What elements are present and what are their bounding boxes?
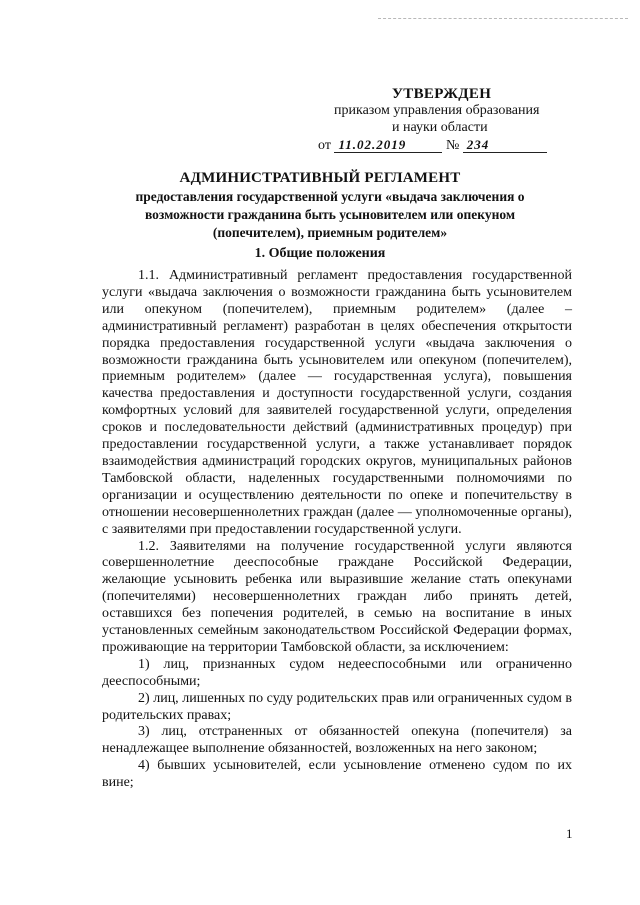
approved-by-line: приказом управления образования xyxy=(334,103,540,118)
list-item-2: 2) лиц, лишенных по суду родительских прав или ограниченных судом в родительских правах; xyxy=(102,690,572,723)
approved-by-line-2: и науки области xyxy=(392,120,488,135)
document-title: АДМИНИСТРАТИВНЫЙ РЕГЛАМЕНТ xyxy=(179,170,461,186)
date-prefix: от xyxy=(318,138,331,153)
number-prefix: № xyxy=(445,138,460,153)
paragraph-1-2: 1.2. Заявителями на получение государственной услуги являются совершеннолетние дееспособные граждане Российской Федерации, желающие усыновить ребенка или выразившие желание стать опекунами (попечителями) несовершеннолетних граждан либо принять детей, оставшихся без попечения родителей, в семью на воспитание в иных установленных семейным законодательством Российской Федерации формах, проживающие на территории Тамбовской области, за исключением: xyxy=(102,538,572,655)
paragraph-1-1: 1.1. Административный регламент предоставления государственной услуги «выдача заключения о возможности гражданина быть усыновителем или опекуном (попечителем), приемным родителем» (далее – административный регламент) разработан в целях обеспечения открытости порядка предоставления государственной услуги «выдача заключения о возможности гражданина быть усыновителем или опекуном (попечителем), приемным родителем» (далее — государственная услуга), повышения качества предоставления и доступности государственной услуги, создания комфортных условий для заявителей государственной услуги, определения сроков и последовательности действий (административных процедур) при предоставлении государственной услуги, а также устанавливает порядок взаимодействия администраций городских округов, муниципальных районов Тамбовской области, наделенных государственными полномочиями по организации и осуществлению деятельности по опеке и попечительству в отношении несовершеннолетних граждан (далее — уполномоченные органы), с заявителями при предоставлении государственной услуги. xyxy=(102,268,572,537)
section-heading: 1. Общие положения xyxy=(254,246,386,261)
approval-number: 234 xyxy=(463,137,547,153)
scan-artifact-marks xyxy=(378,18,628,27)
approval-date: 11.02.2019 xyxy=(334,137,442,153)
page-number: 1 xyxy=(566,826,573,841)
document-body xyxy=(102,268,572,792)
approved-title: УТВЕРЖДЕН xyxy=(392,86,492,102)
list-item-4: 4) бывших усыновителей, если усыновление отменено судом по их вине; xyxy=(102,758,572,791)
list-item-1: 1) лиц, признанных судом недееспособными или ограниченно дееспособными; xyxy=(102,656,572,689)
approval-date-row xyxy=(318,137,547,154)
list-item-3: 3) лиц, отстраненных от обязанностей опекуна (попечителя) за ненадлежащее выполнение обязанностей, возложенных на него законом; xyxy=(102,724,572,757)
document-subtitle: предоставления государственной услуги «выдача заключения о возможности гражданина быть усыновителем или опекуном (попечителем), приемным родителем» xyxy=(135,189,525,240)
